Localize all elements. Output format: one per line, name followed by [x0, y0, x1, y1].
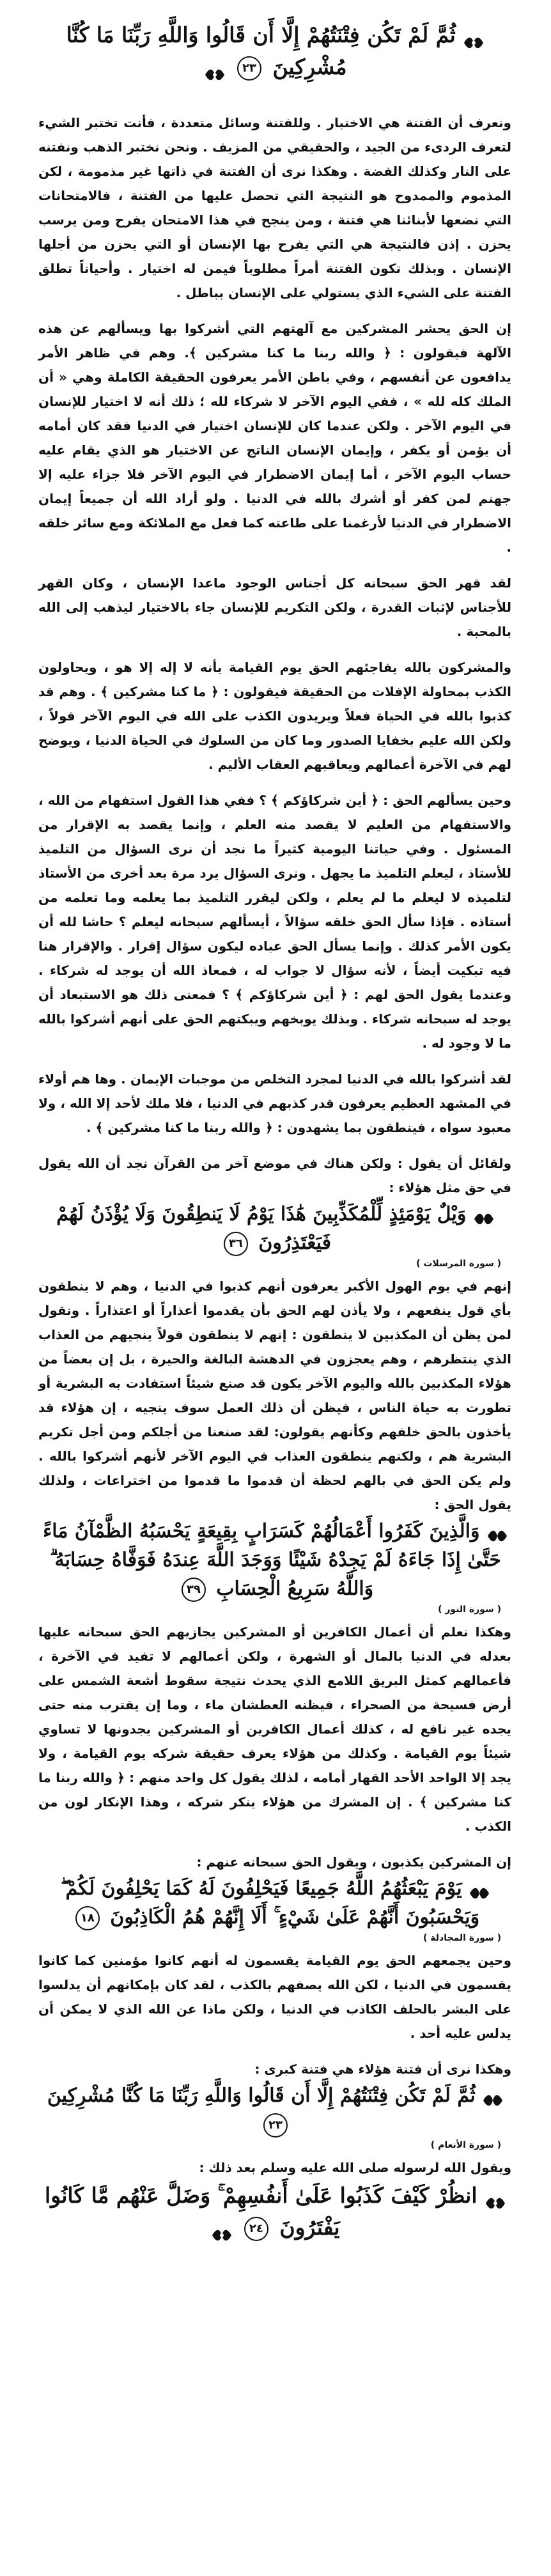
arabesque-ornament-icon: [473, 1207, 495, 1223]
verse-number: ٣٦: [224, 1232, 248, 1256]
arabesque-ornament-icon: [204, 60, 226, 77]
verse-number: ٣٩: [182, 1578, 206, 1602]
paragraph-lead-in: ويقول الله لرسوله صلى الله عليه وسلم بعد ذلك :: [199, 2160, 511, 2175]
paragraph: والمشركون بالله يفاجئهم الحق يوم القيامة بأنه لا إله إلا هو ، ويحاولون الكذب بمحاولة الإفلات من الحقيقة فيقولون : ﴿ ما كنا مشركين ﴾ . وهم قد كذبوا بالله في الحياة فعلاً ويريدون الكذب على الله في اليوم الآخر قولاً ، ولكن الله عليم بخفايا الصدور وما كان من السلوك في الحياة الدنيا ، ويوضح لهم في الآخرة أعمالهم ويعاقبهم العقاب الأليم .: [38, 660, 511, 772]
quran-verse-mujadala: [38, 1874, 513, 1932]
paragraph: إن الحق يحشر المشركين مع آلهتهم التي أشركوا بها ويسألهم عن هذه الآلهة فيقولون : ﴿ والله ربنا ما كنا مشركين ﴾. وهم في ظاهر الأمر يدافعون عن أنفسهم ، وفي باطن الأمر يعرفون الحقيقة الكاملة وهي « أن الملك كله لله » ، ففي اليوم الآخر لا شركاء لله ؛ ذلك أنه لا اختيار للإنسان في اليوم الآخر . ولكن عندما كان للإنسان اختيار في الدنيا فقد كان أمامه أن يؤمن أو يكفر ، وإيمان الإنسان الناتج عن الاختيار هو الذي يقام عليه حساب اليوم الآخر ، أما إيمان الاضطرار في اليوم الآخر فلا جزاء عليه إلا جهنم لمن كفر أو أشرك بالله في الدنيا . ولو أراد الله أن جميعاً إيمان الاضطرار في الدنيا لأرغمنا على طاعته كما فعل مع الملائكة ومع سائر خلقه .: [38, 321, 511, 555]
verse-number: ٢٤: [244, 2217, 268, 2241]
surah-source: ( سورة المرسلات ): [416, 1259, 501, 1269]
surah-source: ( سورة الأنعام ): [430, 2140, 501, 2150]
surah-source: ( سورة النور ): [438, 1604, 501, 1615]
arabesque-ornament-icon: [469, 1881, 490, 1898]
surah-source: ( سورة المجادلة ): [423, 1933, 501, 1943]
verse-text: وَالَّذِينَ كَفَرُوا أَعْمَالُهُمْ كَسَرَابٍ بِقِيعَةٍ يَحْسَبُهُ الظَّمْآنُ مَاءً حَتَّىٰ إِذَا جَاءَهُ لَمْ يَجِدْهُ شَيْئًا وَوَجَدَ اللَّهَ عِندَهُ فَوَفَّاهُ حِسَابَهُ ۗ وَاللَّهُ سَرِيعُ الْحِسَابِ: [43, 1520, 501, 1600]
verse-text: وَيْلٌ يَوْمَئِذٍ لِّلْمُكَذِّبِينَ هَٰذَا يَوْمُ لَا يَنطِقُونَ وَلَا يُؤْذَنُ لَهُمْ فَيَعْتَذِرُونَ: [56, 1203, 467, 1254]
paragraph: وحين يجمعهم الحق يوم القيامة يقسمون له أنهم كانوا مؤمنين كما كانوا يقسمون في الدنيا ، لكن الله يصفهم بالكذب ، لقد كان بإمكانهم أن يدلسوا على البشر بالحلف الكاذب في الدنيا ، ولكن ماذا عن الله الذي لا يمكن أن يدلس عليه أحد .: [38, 1953, 511, 2041]
verse-number: ٢٣: [263, 2113, 288, 2138]
quran-verse-anam: [38, 2081, 513, 2139]
verse-text: ثُمَّ لَمْ تَكُن فِتْنَتُهُمْ إِلَّا أَن قَالُوا وَاللَّهِ رَبِّنَا مَا كُنَّا مُشْرِكِينَ: [47, 2084, 476, 2107]
arabesque-ornament-icon: [211, 2221, 233, 2237]
paragraph-lead-in: إن المشركين يكذبون ، ويقول الحق سبحانه عنهم :: [196, 1854, 511, 1870]
arabesque-ornament-icon: [482, 2088, 504, 2105]
paragraph: ولقائل أن يقول : ولكن هناك في موضع آخر من القرآن نجد أن الله يقول في حق مثل هؤلاء :: [38, 1156, 511, 1195]
last-verse: [38, 2180, 513, 2243]
quran-verse-nur: [38, 1517, 513, 1603]
verse-text: انظُرْ كَيْفَ كَذَبُوا عَلَىٰ أَنفُسِهِمْ ۚ وَضَلَّ عَنْهُم مَّا كَانُوا يَفْتَرُونَ: [45, 2183, 477, 2240]
arabesque-ornament-icon: [463, 28, 485, 45]
arabesque-ornament-icon: [486, 1524, 508, 1540]
verse-number: ٢٣: [237, 56, 261, 81]
top-verse-text: ثُمَّ لَمْ تَكُن فِتْنَتُهُمْ إِلَّا أَن قَالُوا وَاللَّهِ رَبِّنَا مَا كُنَّا مُشْرِكِينَ: [66, 22, 456, 79]
verse-number: ١٨: [75, 1906, 100, 1930]
verse-text: يَوْمَ يَبْعَثُهُمُ اللَّهُ جَمِيعًا فَيَحْلِفُونَ لَهُ كَمَا يَحْلِفُونَ لَكُمْ ۖ وَيَحْسَبُونَ أَنَّهُمْ عَلَىٰ شَيْءٍ ۚ أَلَا إِنَّهُمْ هُمُ الْكَاذِبُونَ: [60, 1877, 480, 1928]
paragraph: وحين يسألهم الحق : ﴿ أين شركاؤكم ﴾ ؟ ففي هذا القول استفهام من الله ، والاستفهام من العليم لا يقصد منه العلم ، وإنما يقصد به الإقرار من المسئول . وفي حياتنا اليومية كثيراً ما نجد أن نرى السؤال من التلميذ للأستاذ ، ليعلم التلميذ ما يجهل . ونرى السؤال يرد مرة بعد أخرى من الأستاذ لتلميذه لا ليعلم ما لم يعلم ، ولكن ليقرر التلميذ بما يعلمه وما تعلمه من أستاذه . فإذا سأل الحق خلقه سؤالاً ، أيسألهم سبحانه ليعلم ؟ حاشا لله أن يكون الأمر كذلك . وإنما يسأل الحق عباده ليكون سؤال إقرار . والإقرار هنا فيه تبكيت أيضاً ، لأنه سؤال لا جواب له ، فمعاذ الله أن يوجد له شركاء . وعندما يقول الحق لهم : ﴿ أين شركاؤكم ﴾ ؟ فمعنى ذلك هو الاستبعاد أن يوجد له سبحانه شركاء . وبذلك يوبخهم ويبكتهم الحق على أنهم أشركوا بالله ما لا وجود له .: [38, 793, 511, 1051]
paragraph: ونعرف أن الفتنة هي الاختبار . وللفتنة وسائل متعددة ، فأنت تختبر الشيء لتعرف الردىء من الجيد ، والحقيقي من المزيف . ونحن نختبر الذهب ونفتنه على النار وكذلك الفضة . وهكذا نرى أن الفتنة في ذاتها غير مذمومة ، لكن المذموم والممدوح هو النتيجة التي تحصل عليها من الفتنة ، فالامتحانات التي نضعها لأبنائنا هي فتنة ، ومن ينجح في هذا الامتحان يفرح ومن يرسب يحزن . إذن فالنتيجة هي التي يفرح بها الإنسان أو التي يحزن من أجلها الإنسان . وبذلك تكون الفتنة أمراً مطلوباً فيمن له اختيار . وأحياناً تطلق الفتنة على الشيء الذي يستولي على الإنسان بباطل .: [38, 115, 511, 300]
quran-verse-mursalat: [38, 1200, 513, 1257]
paragraph: لقد أشركوا بالله في الدنيا لمجرد التخلص من موجبات الإيمان . وها هم أولاء في المشهد العظيم يعرفون قدر كذبهم في الدنيا ، فلا ملك لأحد إلا الله ، ولا معبود سواه ، فينطقون بما يشهدون : ﴿ والله ربنا ما كنا مشركين ﴾ .: [38, 1071, 511, 1135]
paragraph: وهكذا نعلم أن أعمال الكافرين أو المشركين يجازيهم الحق سبحانه عليها بعدله في الدنيا بالمال أو الشهرة ، ولكن أعمالهم لا تفيد في الآخرة ، فأعمالهم كمثل البريق اللامع الذي يحدث نتيجة سقوط أشعة الشمس على أرض فسيحة من الصحراء ، فيظنه العطشان ماء ، وما إن يقترب منه حتى يجده غير نافع له ، كذلك أعمال الكافرين أو المشركين يجدونها لا تساوي شيئاً يوم القيامة . وكذلك من هؤلاء يعرف حقيقة شركه يوم القيامة ، ولا يجد إلا الواحد الأحد القهار أمامه ، لذلك يقول كل واحد منهم : ﴿ والله ربنا ما كنا مشركين ﴾ . إن المشرك من هؤلاء ينكر شركه ، وهذا الإنكار لون من الكذب .: [38, 1624, 511, 1834]
paragraph: لقد قهر الحق سبحانه كل أجناس الوجود ماعدا الإنسان ، وكان القهر للأجناس لإثبات القدرة ، ولكن التكريم للإنسان جاء بالاختيار ليذهب إلى الله بالمحبة .: [38, 575, 511, 639]
paragraph-lead-in: وهكذا نرى أن فتنة هؤلاء هي فتنة كبرى :: [254, 2061, 511, 2077]
paragraph: إنهم في يوم الهول الأكبر يعرفون أنهم كذبوا في الدنيا ، وهم لا ينطقون بأي قول ينفعهم ، ولا يأذن لهم الحق بأن يقدموا أعذاراً أو اعتذاراً . ونقول لمن يظن أن المكذبين لا ينطقون : إنهم لا ينطقون قولاً ينجيهم من العذاب الذي ينتظرهم ، وهم يعجزون في الدهشة البالغة والحيرة ، بل إن بعضاً من هؤلاء المكذبين بالله واليوم الآخر يكون قد صنع شيئاً استفادت به البشرية أو تطورت به حياة الناس ، فيظن أن ذلك العمل سوف ينجيه ، إن هؤلاء قد يأخذون بالحق خلفهم وكأنهم يقولون: لقد صنعنا من أجلكم ومن أجل تكريم البشرية هم ، ولكنهم ينطقون العذاب في اليوم الآخر لأنهم أشركوا بالله . ولم يكن الحق في بالهم لحظة أن قدموا ما قدموا من اختراعات ، ولذلك يقول الحق :: [38, 1278, 511, 1512]
top-verse: [38, 19, 513, 82]
arabesque-ornament-icon: [485, 2189, 506, 2205]
